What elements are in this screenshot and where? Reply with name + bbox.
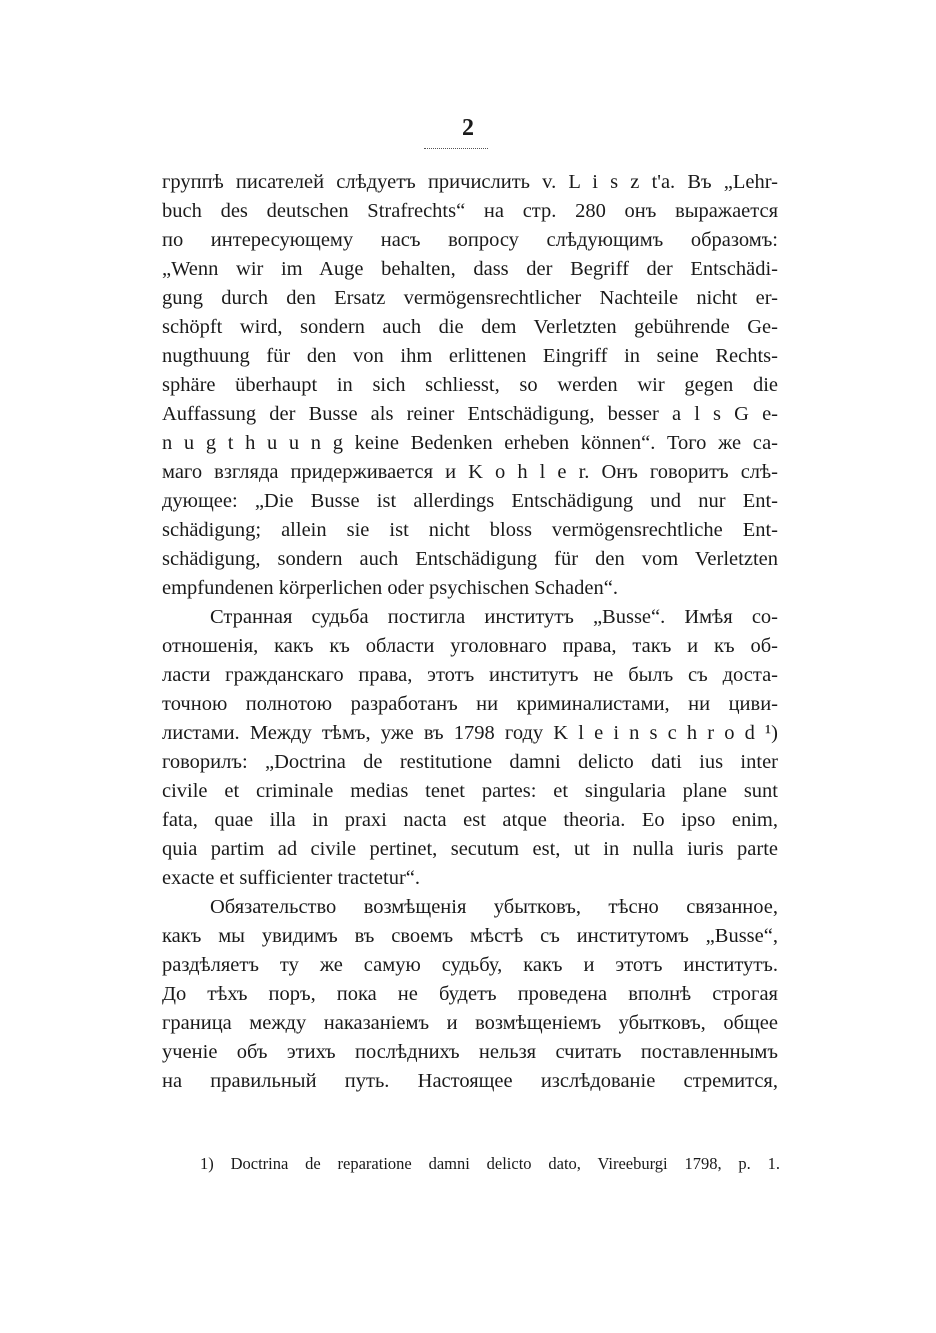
text-line: говорилъ: „Doctrina de restitutione damni delicto dati ius inter	[162, 751, 778, 773]
text-line: раздѣляетъ ту же самую судьбу, какъ и этотъ институтъ.	[162, 954, 778, 976]
text-line: Странная судьба постигла институтъ „Busse“. Имѣя со-	[210, 606, 778, 628]
text-line: Auffassung der Busse als reiner Entschädigung, besser a l s G e-	[162, 403, 778, 425]
text-line: ласти гражданскаго права, этотъ институтъ не былъ съ доста-	[162, 664, 778, 686]
text-line: quia partim ad civile pertinet, secutum est, ut in nulla iuris parte	[162, 838, 778, 860]
header-rule	[424, 148, 488, 149]
text-line: schöpft wird, sondern auch die dem Verletzten gebührende Ge-	[162, 316, 778, 338]
page-number: 2	[462, 115, 474, 141]
body-text	[162, 168, 778, 1096]
text-line: дующее: „Die Busse ist allerdings Entschädigung und nur Ent-	[162, 490, 778, 512]
text-line: отношенія, какъ къ области уголовнаго права, такъ и къ об-	[162, 635, 778, 657]
footnote: 1) Doctrina de reparatione damni delicto dato, Vireeburgi 1798, p. 1.	[200, 1154, 780, 1173]
text-line: „Wenn wir im Auge behalten, dass der Begriff der Entschädi-	[162, 258, 778, 280]
text-line: группѣ писателей слѣдуетъ причислить v. L i s z t'a. Въ „Lehr-	[162, 171, 778, 193]
text-line: листами. Между тѣмъ, уже въ 1798 году K l e i n s c h r o d ¹)	[162, 722, 778, 744]
text-line: sphäre überhaupt in sich schliesst, so werden wir gegen die	[162, 374, 778, 396]
text-line: fata, quae illa in praxi nacta est atque theoria. Eo ipso enim,	[162, 809, 778, 831]
text-line: по интересующему насъ вопросу слѣдующимъ образомъ:	[162, 229, 778, 251]
text-line: точною полнотою разработанъ ни криминалистами, ни циви-	[162, 693, 778, 715]
text-line: на правильный путь. Настоящее изслѣдованіе стремится,	[162, 1070, 778, 1092]
text-line: Обязательство возмѣщенія убытковъ, тѣсно связанное,	[210, 896, 778, 918]
text-line: empfundenen körperlichen oder psychischen Schaden“.	[162, 577, 618, 599]
text-line: n u g t h u u n g keine Bedenken erheben können“. Того же са-	[162, 432, 778, 454]
text-line: До тѣхъ поръ, пока не будетъ проведена вполнѣ строгая	[162, 983, 778, 1005]
text-line: маго взгляда придерживается и K o h l e r. Онъ говоритъ слѣ-	[162, 461, 778, 483]
text-line: civile et criminale medias tenet partes: et singularia plane sunt	[162, 780, 778, 802]
text-line: exacte et sufficienter tractetur“.	[162, 867, 420, 889]
text-line: граница между наказаніемъ и возмѣщеніемъ убытковъ, общее	[162, 1012, 778, 1034]
text-line: schädigung, sondern auch Entschädigung für den vom Verletzten	[162, 548, 778, 570]
text-line: schädigung; allein sie ist nicht bloss vermögensrechtliche Ent-	[162, 519, 778, 541]
text-line: ученіе объ этихъ послѣднихъ нельзя считать поставленнымъ	[162, 1041, 778, 1063]
text-line: nugthuung für den von ihm erlittenen Eingriff in seine Rechts-	[162, 345, 778, 367]
text-line: gung durch den Ersatz vermögensrechtlicher Nachteile nicht er-	[162, 287, 778, 309]
text-line: какъ мы увидимъ въ своемъ мѣстѣ съ институтомъ „Busse“,	[162, 925, 778, 947]
text-line: buch des deutschen Strafrechts“ на стр. 280 онъ выражается	[162, 200, 778, 222]
